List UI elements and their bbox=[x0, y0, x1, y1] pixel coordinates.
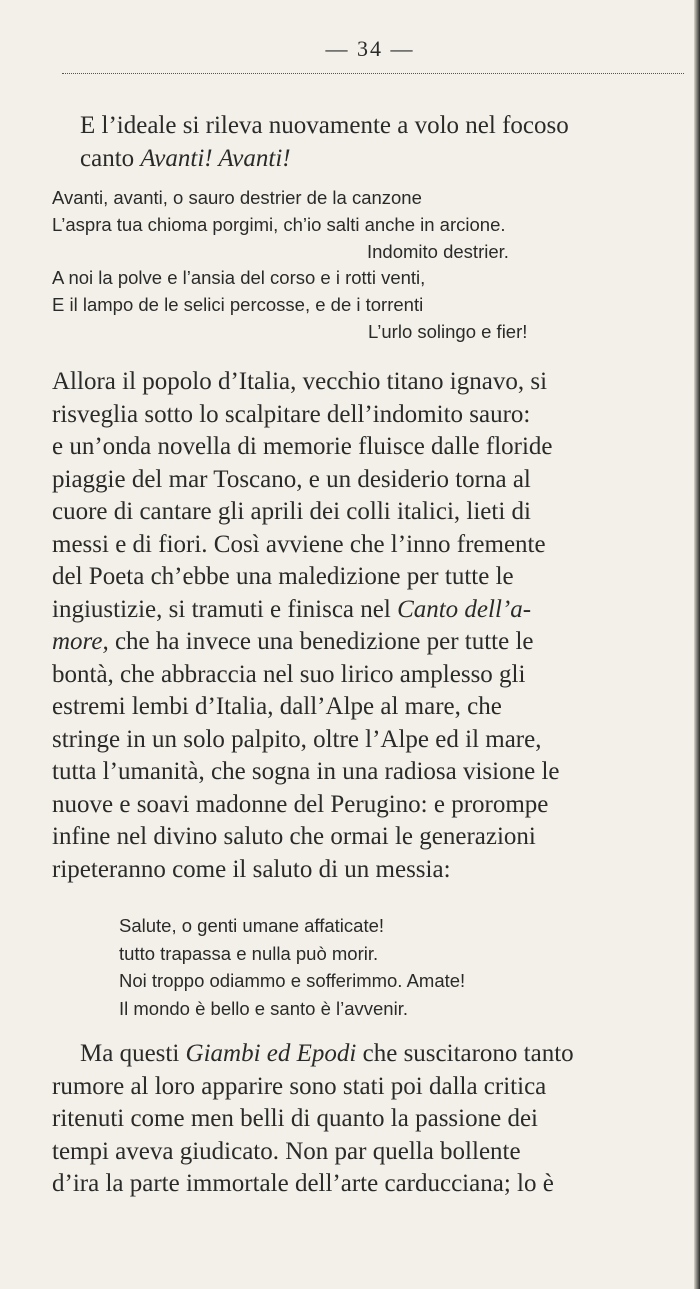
poem2-line-4: Il mondo è bello e santo è l’avvenir. bbox=[119, 997, 408, 1019]
closing-line-2: rumore al loro apparire sono stati poi dalla critica bbox=[52, 1072, 547, 1100]
body-line-6: messi e di fiori. Così avviene che l’inno fremente bbox=[52, 530, 546, 558]
poem1-line-3: Indomito destrier. bbox=[367, 240, 509, 262]
body-line-3: e un’onda novella di memorie fluisce dalle floride bbox=[52, 433, 553, 460]
poem1-line-2: L’aspra tua chioma porgimi, ch’io salti anche in arcione. bbox=[52, 213, 506, 235]
poem2-line-2: tutto trapassa e nulla può morir. bbox=[119, 942, 379, 964]
closing-line-3: ritenuti come men belli di quanto la passione dei bbox=[52, 1105, 538, 1132]
closing-line-4: tempi aveva giudicato. Non par quella bollente bbox=[52, 1137, 521, 1165]
poem-title-avanti: Avanti! Avanti! bbox=[140, 144, 291, 172]
body-line-16: ripeteranno come il saluto di un messia: bbox=[52, 855, 451, 883]
body-line-1: Allora il popolo d’Italia, vecchio titano ignavo, si bbox=[52, 368, 548, 395]
body-line-12: stringe in un solo palpito, oltre l’Alpe ed il mare, bbox=[52, 725, 542, 753]
poem1-line-5: E il lampo de le selici percosse, e de i torrenti bbox=[52, 294, 424, 316]
body-line-11: estremi lembi d’Italia, dall’Alpe al mare, che bbox=[52, 693, 502, 720]
body-paragraph bbox=[52, 366, 685, 886]
closing-line-1-rest: che suscitarono tanto bbox=[356, 1040, 574, 1067]
intro-line-2-prefix: canto bbox=[80, 144, 141, 172]
poem2-line-1: Salute, o genti umane affaticate! bbox=[119, 915, 385, 936]
body-line-4: piaggie del mar Toscano, e un desiderio torna al bbox=[52, 465, 531, 493]
header-rule bbox=[62, 73, 684, 74]
page-edge-shadow bbox=[694, 0, 700, 1289]
poem1-line-6: L’urlo solingo e fier! bbox=[368, 320, 528, 342]
body-line-13: tutta l’umanità, che sogna in una radiosa visione le bbox=[52, 758, 560, 785]
body-line-7: del Poeta ch’ebbe una maledizione per tutte le bbox=[52, 563, 514, 590]
body-line-5: cuore di cantare gli aprili dei colli italici, lieti di bbox=[52, 498, 531, 525]
poem-salute bbox=[119, 912, 465, 1022]
body-line-9 bbox=[52, 626, 685, 659]
body-line-8 bbox=[52, 594, 685, 627]
closing-line-1-prefix: Ma questi bbox=[80, 1040, 186, 1067]
poem1-line-4: A noi la polve e l’ansia del corso e i rotti venti, bbox=[52, 267, 426, 289]
body-line-9-rest: che ha invece una benedizione per tutte le bbox=[108, 628, 534, 655]
body-line-8-prefix: ingiustizie, si tramuti e finisca nel bbox=[52, 595, 398, 623]
intro-line-1: E l’ideale si rileva nuovamente a volo nel focoso bbox=[80, 112, 569, 139]
body-line-15: infine nel divino saluto che ormai le generazioni bbox=[52, 823, 536, 850]
poem-title-canto: Canto dell’a- bbox=[397, 595, 532, 623]
body-line-14: nuove e soavi madonne del Perugino: e prorompe bbox=[52, 790, 549, 818]
body-line-10: bontà, che abbraccia nel suo lirico amplesso gli bbox=[52, 660, 526, 688]
poem-title-canto-cont: more, bbox=[52, 628, 109, 655]
closing-line-5: d’ira la parte immortale dell’arte carducciana; lo è bbox=[52, 1170, 554, 1197]
closing-paragraph bbox=[52, 1038, 685, 1201]
body-line-2: risveglia sotto lo scalpitare dell’indomito sauro: bbox=[52, 400, 531, 428]
poem2-line-3: Noi troppo odiammo e sofferimmo. Amate! bbox=[119, 970, 466, 991]
page-number: — 34 — bbox=[325, 36, 415, 61]
poem-avanti bbox=[52, 185, 527, 346]
book-title-giambi: Giambi ed Epodi bbox=[185, 1040, 357, 1067]
intro-line-2 bbox=[80, 143, 685, 176]
intro-paragraph bbox=[80, 110, 685, 175]
poem1-line-1: Avanti, avanti, o sauro destrier de la canzone bbox=[52, 187, 422, 208]
closing-line-1 bbox=[52, 1038, 685, 1071]
